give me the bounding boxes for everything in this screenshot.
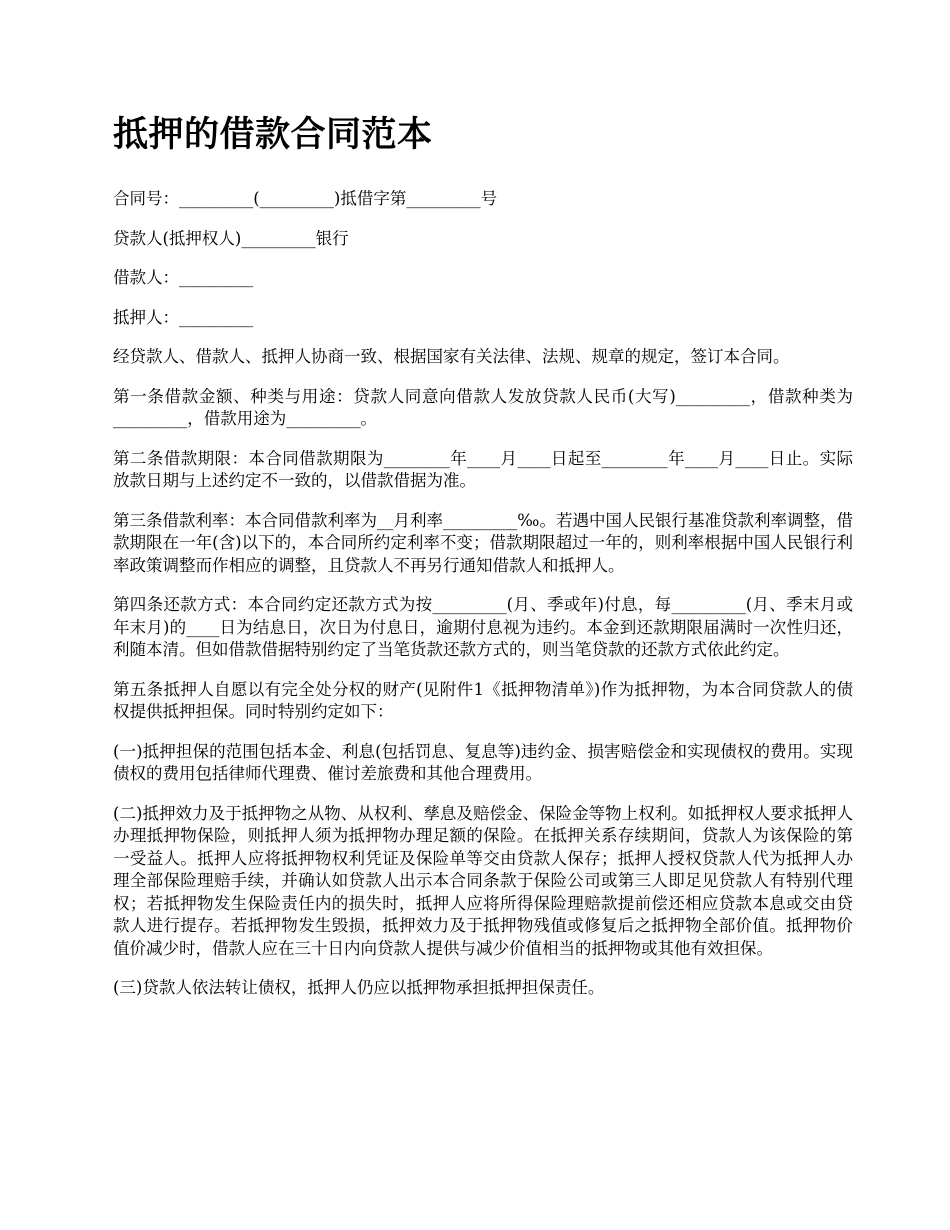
article-5-paragraph: 第五条抵押人自愿以有完全处分权的财产(见附件1《抵押物清单》)作为抵押物，为本合同贷款人的债权提供抵押担保。同时特别约定如下：: [113, 679, 853, 721]
preamble-paragraph: 经贷款人、借款人、抵押人协商一致、根据国家有关法律、法规、规章的规定，签订本合同。: [113, 347, 790, 366]
lender-line: 贷款人(抵押权人)_________银行: [113, 228, 349, 248]
article-3-paragraph: 第三条借款利率：本合同借款利率为__月利率_________‰。若遇中国人民银行基准贷款利率调整，借款期限在一年(含)以下的，本合同所约定利率不变；借款期限超过一年的，则利率根据中国人民银行利率政策调整而作相应的调整，且贷款人不再另行通知借款人和抵押人。: [113, 510, 853, 575]
article-2-paragraph: 第二条借款期限：本合同借款期限为________年____月____日起至________年____月____日止。实际放款日期与上述约定不一致的，以借款借据为准。: [113, 448, 854, 490]
clause-1-paragraph: (一)抵押担保的范围包括本金、利息(包括罚息、复息等)违约金、损害赔偿金和实现债权的费用。实现债权的费用包括律师代理费、催讨差旅费和其他合理费用。: [113, 741, 853, 783]
document-page: [113, 112, 853, 1017]
mortgagor-line: 抵押人：_________: [113, 307, 254, 327]
clause-3-paragraph: (三)贷款人依法转让债权，抵押人仍应以抵押物承担抵押担保责任。: [113, 978, 605, 997]
clause-2-paragraph: (二)抵押效力及于抵押物之从物、从权利、孳息及赔偿金、保险金等物上权利。如抵押权人要求抵押人办理抵押物保险，则抵押人须为抵押物办理足额的保险。在抵押关系存续期间，贷款人为该保险的第一受益人。抵押人应将抵押物权利凭证及保险单等交由贷款人保存；抵押人授权贷款人代为抵押人办理全部保险理赔手续，并确认如贷款人出示本合同条款于保险公司或第三人即足见贷款人有特别代理权；若抵押物发生保险责任内的损失时，抵押人应将所得保险理赔款提前偿还相应贷款本息或交由贷款人进行提存。若抵押物发生毁损，抵押效力及于抵押物残值或修复后之抵押物全部价值。抵押物价值价减少时，借款人应在三十日内向贷款人提供与减少价值相当的抵押物或其他有效担保。: [113, 803, 853, 958]
article-1-paragraph: 第一条借款金额、种类与用途：贷款人同意向借款人发放贷款人民币(大写)_________，借款种类为_________，借款用途为_________。: [113, 386, 853, 428]
document-title: 抵押的借款合同范本: [113, 114, 433, 155]
borrower-line: 借款人：_________: [113, 268, 254, 287]
article-4-paragraph: 第四条还款方式：本合同约定还款方式为按_________(月、季或年)付息，每_________(月、季末月或年末月)的____日为结息日，次日为付息日，逾期付息视为违约。本金到还款期限届满时一次性归还，利随本清。但如借款借据特别约定了当笔货款还款方式的，则当笔贷款的还款方式依此约定。: [113, 595, 853, 659]
contract-number-line: 合同号：_________(_________)抵借字第_________号: [113, 189, 498, 208]
